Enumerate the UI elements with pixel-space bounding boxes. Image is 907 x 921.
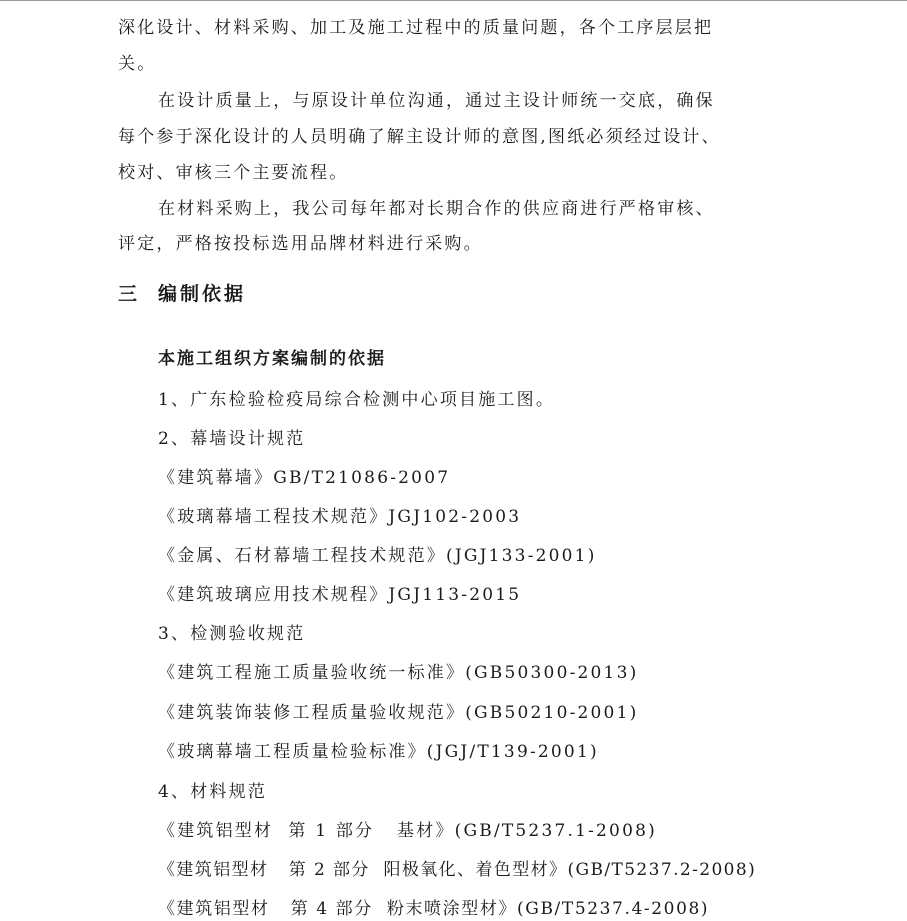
basis-item-1: 1、广东检验检疫局综合检测中心项目施工图。 [158,390,556,410]
paragraph-1-line-2: 关。 [118,54,157,74]
paragraph-2-line-2: 每个参于深化设计的人员明确了解主设计师的意图,图纸必须经过设计、 [118,127,721,147]
basis-item-14: 《建筑铝型材 第 4 部分 粉末喷涂型材》(GB/T5237.4-2008) [158,899,710,919]
basis-item-2: 2、幕墙设计规范 [158,429,306,449]
section-title: 编制依据 [158,283,247,305]
basis-item-10: 《玻璃幕墙工程质量检验标准》(JGJ/T139-2001) [158,742,599,762]
section-number: 三 [118,283,141,305]
paragraph-1-line-1: 深化设计、材料采购、加工及施工过程中的质量问题，各个工序层层把 [118,18,714,38]
basis-item-9: 《建筑装饰装修工程质量验收规范》(GB50210-2001) [158,703,639,723]
basis-item-12: 《建筑铝型材 第 1 部分 基材》(GB/T5237.1-2008) [158,821,657,841]
paragraph-3-line-1: 在材料采购上，我公司每年都对长期合作的供应商进行严格审核、 [158,199,715,219]
paragraph-3-line-2: 评定，严格按投标选用品牌材料进行采购。 [118,234,483,254]
basis-item-5: 《金属、石材幕墙工程技术规范》(JGJ133-2001) [158,546,597,566]
subheading: 本施工组织方案编制的依据 [158,349,386,369]
basis-item-3: 《建筑幕墙》GB/T21086-2007 [158,468,451,488]
basis-item-4: 《玻璃幕墙工程技术规范》JGJ102-2003 [158,507,522,527]
paragraph-2-line-1: 在设计质量上，与原设计单位沟通，通过主设计师统一交底，确保 [158,91,715,111]
basis-item-6: 《建筑玻璃应用技术规程》JGJ113-2015 [158,585,522,605]
paragraph-2-line-3: 校对、审核三个主要流程。 [118,163,349,183]
basis-item-13: 《建筑铝型材 第 2 部分 阳极氧化、着色型材》(GB/T5237.2-2008) [158,860,757,880]
basis-item-7: 3、检测验收规范 [158,624,306,644]
basis-item-8: 《建筑工程施工质量验收统一标准》(GB50300-2013) [158,663,639,683]
basis-item-11: 4、材料规范 [158,782,268,802]
section-heading [118,281,246,307]
